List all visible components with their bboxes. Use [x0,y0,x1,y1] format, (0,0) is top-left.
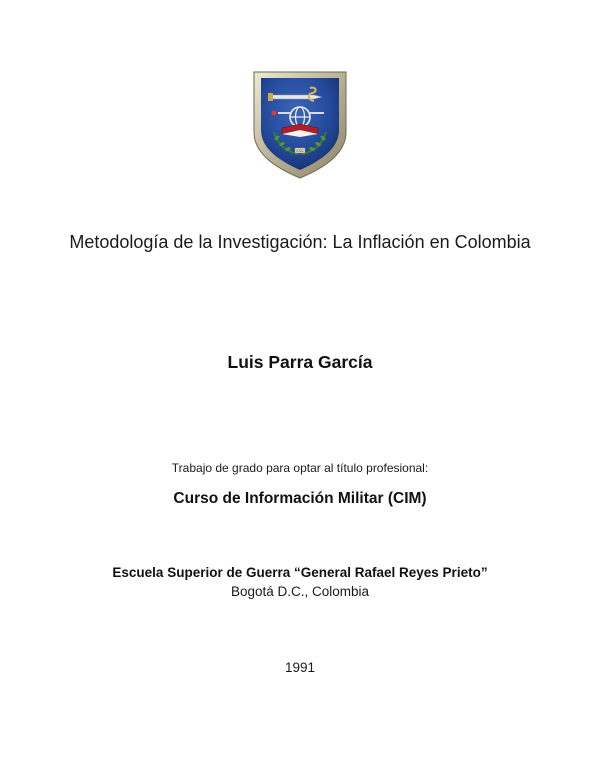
degree-name: Curso de Información Militar (CIM) [173,490,427,507]
shield-icon [252,70,348,180]
document-title: Metodología de la Investigación: La Inflación en Colombia [69,232,531,252]
publication-year: 1991 [284,660,316,675]
crest-label: ESG [296,149,304,154]
institution-name: Escuela Superior de Guerra “General Rafael Reyes Prieto” [112,565,488,580]
degree-intro: Trabajo de grado para optar al título profesional: [171,461,429,475]
city-location: Bogotá D.C., Colombia [230,584,370,599]
author-name: Luis Parra García [227,352,373,372]
institution-crest [252,70,348,180]
